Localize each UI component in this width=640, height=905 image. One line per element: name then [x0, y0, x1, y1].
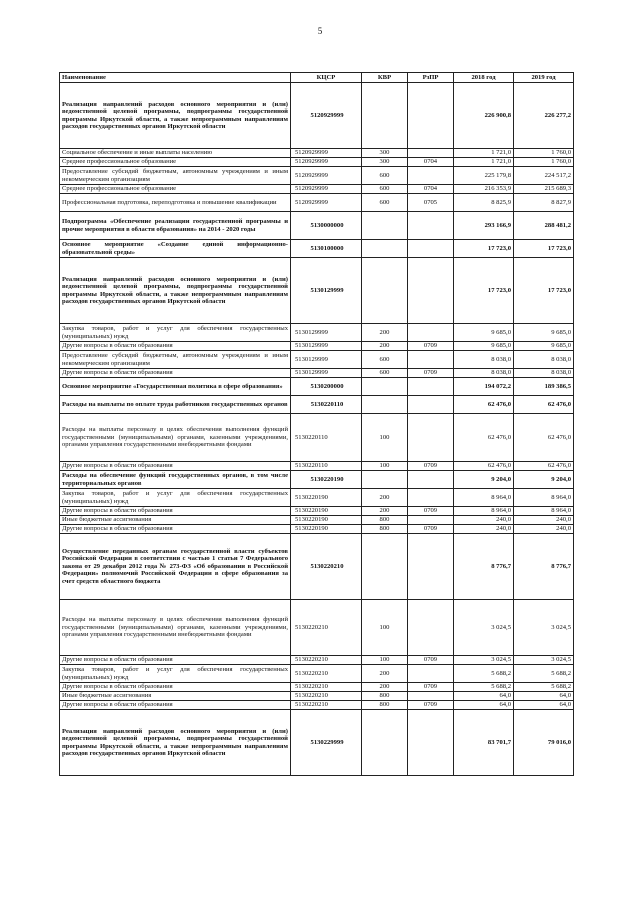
cell-2018: 8 825,9 — [454, 194, 514, 212]
cell-2019: 189 386,5 — [514, 378, 574, 396]
cell-name: Осуществление переданных органам государственной власти субъектов Российской Федерации в соответствии с частью 1 статьи 7 Федерального закона от 29 декабря 2012 года № 273-ФЗ «Об образовании в Российской Федерации» полномочий Российской Федерации в сфере образования за счет средств областного бюджета — [60, 534, 291, 600]
cell-name: Закупка товаров, работ и услуг для обеспечения государственных (муниципальных) нужд — [60, 489, 291, 507]
cell-kvr: 200 — [362, 489, 408, 507]
cell-2018: 293 166,9 — [454, 212, 514, 240]
cell-rzpr: 0704 — [408, 185, 454, 194]
cell-name: Социальное обеспечение и иные выплаты населению — [60, 149, 291, 158]
cell-rzpr — [408, 240, 454, 258]
cell-name: Среднее профессиональное образование — [60, 158, 291, 167]
cell-2019: 8 964,0 — [514, 489, 574, 507]
table-row — [60, 149, 574, 158]
table-header-row — [60, 73, 574, 83]
table-row — [60, 158, 574, 167]
cell-name: Расходы на выплаты персоналу в целях обеспечения выполнения функций государственными (муниципальными) органами, казенными учреждениями, органами управления государственными внебюджетными фондами — [60, 414, 291, 462]
cell-2018: 17 723,0 — [454, 258, 514, 324]
cell-kvr — [362, 534, 408, 600]
cell-kvr: 100 — [362, 414, 408, 462]
cell-ktsr: 5130220210 — [291, 656, 362, 665]
cell-2019: 215 689,3 — [514, 185, 574, 194]
cell-name: Реализация направлений расходов основного мероприятия и (или) ведомственной целевой программы, подпрограммы государственной программы Иркутской области, а также непрограммным направлениям расходов государственных органов Иркутской области — [60, 258, 291, 324]
cell-rzpr — [408, 83, 454, 149]
cell-2018: 216 353,9 — [454, 185, 514, 194]
cell-2019: 79 016,0 — [514, 710, 574, 776]
cell-2019: 9 685,0 — [514, 342, 574, 351]
cell-ktsr: 5130220210 — [291, 665, 362, 683]
cell-ktsr: 5130229999 — [291, 710, 362, 776]
cell-name: Расходы на обеспечение функций государственных органов, в том числе территориальных органов — [60, 471, 291, 489]
cell-rzpr — [408, 258, 454, 324]
cell-2019: 3 024,5 — [514, 600, 574, 656]
cell-rzpr: 0709 — [408, 683, 454, 692]
cell-2018: 240,0 — [454, 525, 514, 534]
cell-rzpr — [408, 710, 454, 776]
table-row — [60, 167, 574, 185]
cell-2018: 62 476,0 — [454, 396, 514, 414]
cell-ktsr: 5130220190 — [291, 516, 362, 525]
table-row — [60, 683, 574, 692]
cell-kvr: 800 — [362, 701, 408, 710]
cell-ktsr: 5120929999 — [291, 167, 362, 185]
cell-name: Иные бюджетные ассигнования — [60, 516, 291, 525]
page-number: 5 — [317, 26, 323, 36]
cell-kvr: 200 — [362, 665, 408, 683]
cell-2019: 5 688,2 — [514, 683, 574, 692]
cell-rzpr: 0709 — [408, 342, 454, 351]
cell-ktsr: 5120929999 — [291, 83, 362, 149]
cell-2019: 17 723,0 — [514, 258, 574, 324]
cell-2019: 8 038,0 — [514, 351, 574, 369]
cell-2018: 9 204,0 — [454, 471, 514, 489]
cell-2018: 62 476,0 — [454, 462, 514, 471]
cell-2019: 240,0 — [514, 516, 574, 525]
budget-table — [59, 72, 574, 776]
cell-name: Расходы на выплаты по оплате труда работников государственных органов — [60, 396, 291, 414]
table-row — [60, 185, 574, 194]
cell-name: Расходы на выплаты персоналу в целях обеспечения выполнения функций государственными (муниципальными) органами, казенными учреждениями, органами управления государственными внебюджетными фондами — [60, 600, 291, 656]
table-row — [60, 656, 574, 665]
cell-kvr: 300 — [362, 158, 408, 167]
cell-ktsr: 5130129999 — [291, 369, 362, 378]
cell-kvr — [362, 240, 408, 258]
cell-kvr: 800 — [362, 525, 408, 534]
table-row — [60, 507, 574, 516]
cell-rzpr — [408, 396, 454, 414]
cell-rzpr — [408, 471, 454, 489]
cell-ktsr: 5130129999 — [291, 351, 362, 369]
cell-kvr — [362, 396, 408, 414]
cell-kvr — [362, 212, 408, 240]
cell-kvr: 100 — [362, 600, 408, 656]
cell-rzpr — [408, 149, 454, 158]
cell-ktsr: 5130220190 — [291, 489, 362, 507]
cell-rzpr — [408, 534, 454, 600]
cell-name: Другие вопросы в области образования — [60, 683, 291, 692]
cell-2019: 17 723,0 — [514, 240, 574, 258]
table-row — [60, 710, 574, 776]
cell-kvr: 800 — [362, 692, 408, 701]
cell-rzpr — [408, 600, 454, 656]
cell-2019: 8 776,7 — [514, 534, 574, 600]
table-row — [60, 324, 574, 342]
cell-name: Подпрограмма «Обеспечение реализации государственной программы и прочие мероприятия в области образования» на 2014 - 2020 годы — [60, 212, 291, 240]
cell-kvr — [362, 258, 408, 324]
header-2018: 2018 год — [454, 73, 514, 83]
cell-rzpr: 0709 — [408, 507, 454, 516]
cell-ktsr: 5120929999 — [291, 149, 362, 158]
table-row — [60, 516, 574, 525]
cell-2019: 8 827,9 — [514, 194, 574, 212]
header-2019: 2019 год — [514, 73, 574, 83]
cell-2019: 62 476,0 — [514, 396, 574, 414]
cell-name: Другие вопросы в области образования — [60, 701, 291, 710]
table-row — [60, 351, 574, 369]
cell-2018: 8 038,0 — [454, 369, 514, 378]
cell-rzpr: 0709 — [408, 701, 454, 710]
cell-kvr: 200 — [362, 507, 408, 516]
cell-kvr — [362, 471, 408, 489]
table-row — [60, 83, 574, 149]
cell-2018: 194 072,2 — [454, 378, 514, 396]
cell-2019: 3 024,5 — [514, 656, 574, 665]
cell-ktsr: 5120929999 — [291, 185, 362, 194]
cell-2019: 240,0 — [514, 525, 574, 534]
cell-2019: 9 204,0 — [514, 471, 574, 489]
cell-name: Реализация направлений расходов основного мероприятия и (или) ведомственной целевой программы, подпрограммы государственной программы Иркутской области, а также непрограммным направлениям расходов государственных органов Иркутской области — [60, 83, 291, 149]
cell-ktsr: 5120929999 — [291, 158, 362, 167]
cell-2018: 225 179,8 — [454, 167, 514, 185]
cell-2018: 1 721,0 — [454, 158, 514, 167]
cell-kvr: 600 — [362, 185, 408, 194]
cell-ktsr: 5130100000 — [291, 240, 362, 258]
cell-rzpr — [408, 665, 454, 683]
cell-name: Среднее профессиональное образование — [60, 185, 291, 194]
cell-name: Иные бюджетные ассигнования — [60, 692, 291, 701]
table-row — [60, 489, 574, 507]
cell-2019: 62 476,0 — [514, 462, 574, 471]
cell-name: Основное мероприятие «Государственная политика в сфере образования» — [60, 378, 291, 396]
cell-ktsr: 5130000000 — [291, 212, 362, 240]
cell-name: Реализация направлений расходов основного мероприятия и (или) ведомственной целевой программы, подпрограммы государственной программы Иркутской области, а также непрограммным направлениям расходов государственных органов Иркутской области — [60, 710, 291, 776]
cell-rzpr — [408, 212, 454, 240]
cell-2019: 8 964,0 — [514, 507, 574, 516]
cell-2019: 5 688,2 — [514, 665, 574, 683]
header-ktsr: КЦСР — [291, 73, 362, 83]
table-body — [60, 83, 574, 776]
cell-ktsr: 5130220210 — [291, 692, 362, 701]
cell-ktsr: 5130220210 — [291, 534, 362, 600]
cell-kvr — [362, 83, 408, 149]
table-row — [60, 665, 574, 683]
table-row — [60, 369, 574, 378]
cell-rzpr — [408, 351, 454, 369]
cell-rzpr: 0705 — [408, 194, 454, 212]
table-row — [60, 342, 574, 351]
cell-kvr — [362, 378, 408, 396]
cell-name: Профессиональная подготовка, переподготовка и повышение квалификации — [60, 194, 291, 212]
cell-rzpr — [408, 378, 454, 396]
cell-name: Предоставление субсидий бюджетным, автономным учреждениям и иным некоммерческим организациям — [60, 167, 291, 185]
cell-kvr: 300 — [362, 149, 408, 158]
cell-2018: 83 701,7 — [454, 710, 514, 776]
cell-ktsr: 5130129999 — [291, 342, 362, 351]
cell-ktsr: 5130220190 — [291, 507, 362, 516]
table-row — [60, 701, 574, 710]
cell-2018: 5 688,2 — [454, 683, 514, 692]
table-row — [60, 414, 574, 462]
cell-name: Другие вопросы в области образования — [60, 525, 291, 534]
cell-ktsr: 5130220210 — [291, 701, 362, 710]
cell-rzpr — [408, 692, 454, 701]
cell-kvr: 600 — [362, 167, 408, 185]
cell-2018: 17 723,0 — [454, 240, 514, 258]
cell-2018: 8 964,0 — [454, 489, 514, 507]
cell-2019: 1 760,0 — [514, 158, 574, 167]
table-row — [60, 692, 574, 701]
table-row — [60, 212, 574, 240]
cell-2018: 8 964,0 — [454, 507, 514, 516]
cell-2019: 224 517,2 — [514, 167, 574, 185]
cell-kvr: 600 — [362, 369, 408, 378]
cell-2018: 5 688,2 — [454, 665, 514, 683]
cell-kvr: 800 — [362, 516, 408, 525]
cell-rzpr — [408, 324, 454, 342]
cell-rzpr: 0709 — [408, 369, 454, 378]
cell-name: Другие вопросы в области образования — [60, 342, 291, 351]
cell-kvr: 200 — [362, 342, 408, 351]
cell-2019: 62 476,0 — [514, 414, 574, 462]
cell-2018: 226 900,8 — [454, 83, 514, 149]
cell-rzpr: 0709 — [408, 656, 454, 665]
cell-2018: 240,0 — [454, 516, 514, 525]
cell-rzpr: 0704 — [408, 158, 454, 167]
cell-kvr: 100 — [362, 656, 408, 665]
table-row — [60, 194, 574, 212]
table-row — [60, 378, 574, 396]
cell-name: Предоставление субсидий бюджетным, автономным учреждениям и иным некоммерческим организациям — [60, 351, 291, 369]
cell-2019: 9 685,0 — [514, 324, 574, 342]
cell-ktsr: 5130220190 — [291, 525, 362, 534]
cell-rzpr — [408, 167, 454, 185]
cell-ktsr: 5130220110 — [291, 462, 362, 471]
cell-2018: 9 685,0 — [454, 324, 514, 342]
header-name: Наименование — [60, 73, 291, 83]
cell-2019: 288 481,2 — [514, 212, 574, 240]
cell-2018: 8 776,7 — [454, 534, 514, 600]
cell-ktsr: 5130200000 — [291, 378, 362, 396]
table-row — [60, 396, 574, 414]
cell-2018: 64,0 — [454, 701, 514, 710]
table-row — [60, 534, 574, 600]
cell-kvr: 600 — [362, 194, 408, 212]
cell-ktsr: 5130220110 — [291, 414, 362, 462]
cell-2018: 3 024,5 — [454, 600, 514, 656]
cell-kvr: 100 — [362, 462, 408, 471]
table-row — [60, 471, 574, 489]
cell-2018: 62 476,0 — [454, 414, 514, 462]
cell-name: Другие вопросы в области образования — [60, 656, 291, 665]
cell-kvr: 200 — [362, 324, 408, 342]
cell-kvr — [362, 710, 408, 776]
cell-2018: 64,0 — [454, 692, 514, 701]
table-row — [60, 240, 574, 258]
cell-2019: 64,0 — [514, 692, 574, 701]
header-rzpr: РзПР — [408, 73, 454, 83]
cell-2019: 64,0 — [514, 701, 574, 710]
cell-2018: 3 024,5 — [454, 656, 514, 665]
table-row — [60, 525, 574, 534]
cell-ktsr: 5130220190 — [291, 471, 362, 489]
cell-name: Другие вопросы в области образования — [60, 462, 291, 471]
cell-ktsr: 5130129999 — [291, 258, 362, 324]
cell-rzpr — [408, 414, 454, 462]
cell-name: Закупка товаров, работ и услуг для обеспечения государственных (муниципальных) нужд — [60, 665, 291, 683]
cell-2019: 1 760,0 — [514, 149, 574, 158]
cell-ktsr: 5130129999 — [291, 324, 362, 342]
cell-ktsr: 5130220110 — [291, 396, 362, 414]
cell-2019: 226 277,2 — [514, 83, 574, 149]
cell-ktsr: 5130220210 — [291, 683, 362, 692]
cell-name: Другие вопросы в области образования — [60, 507, 291, 516]
header-kvr: КВР — [362, 73, 408, 83]
cell-ktsr: 5130220210 — [291, 600, 362, 656]
table-row — [60, 462, 574, 471]
cell-2018: 1 721,0 — [454, 149, 514, 158]
cell-ktsr: 5120929999 — [291, 194, 362, 212]
cell-name: Другие вопросы в области образования — [60, 369, 291, 378]
table-row — [60, 258, 574, 324]
cell-rzpr: 0709 — [408, 462, 454, 471]
cell-rzpr — [408, 516, 454, 525]
cell-rzpr: 0709 — [408, 525, 454, 534]
cell-kvr: 600 — [362, 351, 408, 369]
cell-2019: 8 038,0 — [514, 369, 574, 378]
cell-kvr: 200 — [362, 683, 408, 692]
cell-name: Основное мероприятие «Создание единой информационно-образовательной среды» — [60, 240, 291, 258]
cell-2018: 8 038,0 — [454, 351, 514, 369]
cell-name: Закупка товаров, работ и услуг для обеспечения государственных (муниципальных) нужд — [60, 324, 291, 342]
table-row — [60, 600, 574, 656]
cell-2018: 9 685,0 — [454, 342, 514, 351]
cell-rzpr — [408, 489, 454, 507]
